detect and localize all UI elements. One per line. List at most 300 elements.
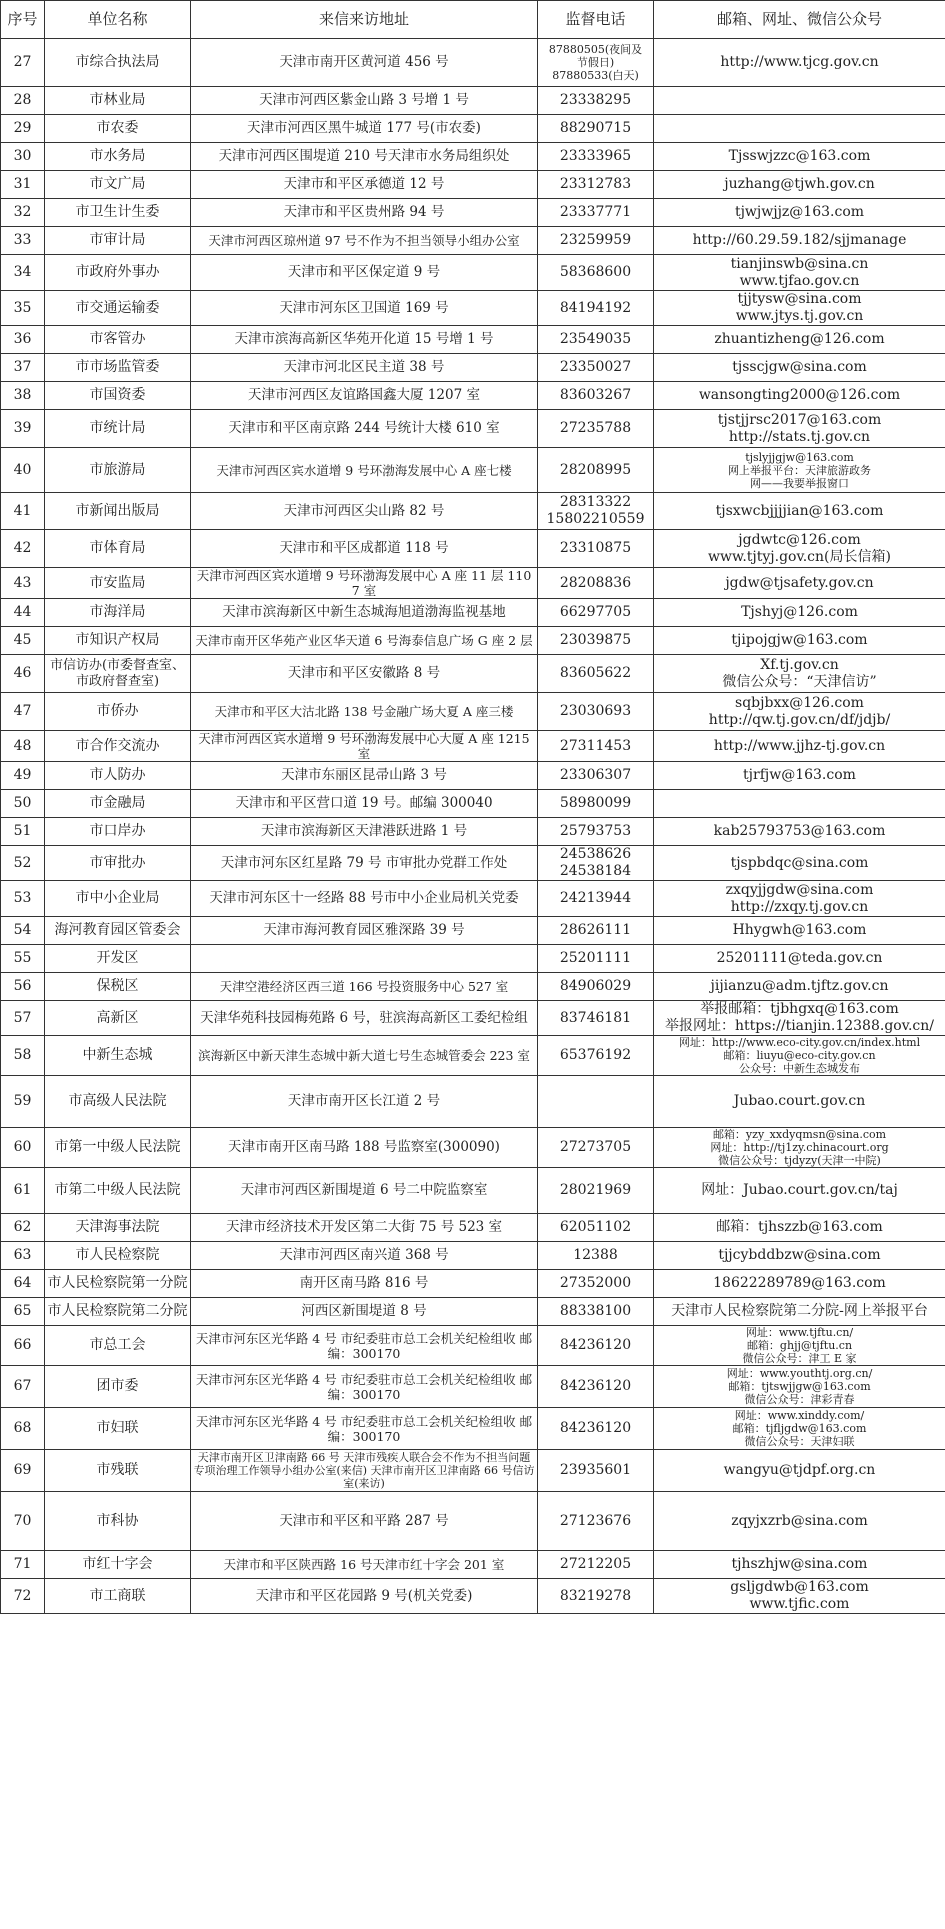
table-row <box>1 731 945 762</box>
phone-line: 27235788 <box>559 420 632 436</box>
cell-no: 35 <box>1 291 45 326</box>
cell-unit: 市人防办 <box>45 762 191 790</box>
cell-no: 58 <box>1 1036 45 1076</box>
contact-line: 邮箱：yzy_xxdyqmsn@sina.com <box>712 1128 887 1141</box>
cell-no: 44 <box>1 599 45 627</box>
cell-phone <box>538 599 654 627</box>
cell-contact <box>654 382 945 410</box>
contact-line: wangyu@tjdpf.org.cn <box>723 1462 876 1478</box>
header-unit: 单位名称 <box>45 1 191 39</box>
contact-line: tjwjwjjz@163.com <box>734 204 865 220</box>
cell-contact <box>654 818 945 846</box>
contact-line: tjhszhjw@sina.com <box>731 1556 868 1572</box>
cell-no: 65 <box>1 1298 45 1326</box>
contact-line: tjstjjrsc2017@163.com <box>717 411 882 428</box>
cell-contact <box>654 1168 945 1214</box>
contact-line: zhuantizheng@126.com <box>714 331 885 347</box>
table-body <box>1 39 945 1614</box>
cell-address: 天津市河西区紫金山路 3 号增 1 号 <box>191 87 538 115</box>
table-row <box>1 1326 945 1366</box>
cell-no: 54 <box>1 917 45 945</box>
cell-unit: 市红十字会 <box>45 1551 191 1579</box>
cell-address: 天津市经济技术开发区第二大街 75 号 523 室 <box>191 1214 538 1242</box>
table-row <box>1 1298 945 1326</box>
cell-no: 69 <box>1 1450 45 1492</box>
cell-unit: 市科协 <box>45 1492 191 1551</box>
contact-line: tjrfjw@163.com <box>743 767 856 783</box>
cell-contact <box>654 881 945 917</box>
contact-line: www.jtys.tj.gov.cn <box>735 308 864 324</box>
cell-unit: 市中小企业局 <box>45 881 191 917</box>
contact-line: gsljgdwb@163.com <box>730 1579 869 1595</box>
cell-phone <box>538 530 654 568</box>
cell-address: 天津市和平区花园路 9 号(机关党委) <box>191 1579 538 1614</box>
phone-line: 23259959 <box>559 232 632 248</box>
cell-unit: 市新闻出版局 <box>45 493 191 530</box>
contact-line: 邮箱：tjfljgdw@163.com <box>732 1422 867 1435</box>
cell-contact <box>654 627 945 655</box>
cell-address: 河西区新围堤道 8 号 <box>191 1298 538 1326</box>
table-row <box>1 382 945 410</box>
cell-address: 天津市河西区南兴道 368 号 <box>191 1242 538 1270</box>
cell-contact <box>654 1128 945 1168</box>
contact-line: Xf.tj.gov.cn <box>760 656 839 673</box>
cell-contact <box>654 39 945 87</box>
cell-phone <box>538 448 654 493</box>
cell-phone <box>538 881 654 917</box>
phone-line: 84236120 <box>559 1378 632 1394</box>
table-row <box>1 354 945 382</box>
table-row <box>1 846 945 881</box>
cell-no: 57 <box>1 1001 45 1036</box>
cell-phone <box>538 846 654 881</box>
cell-no: 67 <box>1 1366 45 1408</box>
phone-line: 24538626 <box>559 846 632 862</box>
contact-line: Tjshyj@126.com <box>741 604 858 620</box>
phone-line: 58980099 <box>559 795 632 811</box>
table-row <box>1 410 945 448</box>
cell-address: 天津市滨海高新区华苑开化道 15 号增 1 号 <box>191 326 538 354</box>
cell-no: 72 <box>1 1579 45 1614</box>
table-row <box>1 227 945 255</box>
phone-line: 84236120 <box>559 1337 632 1353</box>
phone-line: 23310875 <box>559 540 632 556</box>
cell-no: 36 <box>1 326 45 354</box>
cell-contact <box>654 410 945 448</box>
cell-phone <box>538 1366 654 1408</box>
table-row <box>1 1408 945 1450</box>
cell-address: 天津市河东区十一经路 88 号市中小企业局机关党委 <box>191 881 538 917</box>
cell-address: 天津市和平区保定道 9 号 <box>191 255 538 291</box>
phone-line: 28208995 <box>559 461 632 478</box>
cell-address: 天津市河西区琼州道 97 号不作为不担当领导小组办公室 <box>191 227 538 255</box>
table-row <box>1 1366 945 1408</box>
cell-contact <box>654 255 945 291</box>
cell-phone <box>538 1450 654 1492</box>
header-no: 序号 <box>1 1 45 39</box>
table-row <box>1 143 945 171</box>
cell-contact <box>654 693 945 731</box>
cell-unit: 高新区 <box>45 1001 191 1036</box>
cell-address: 天津市河东区卫国道 169 号 <box>191 291 538 326</box>
phone-line: 23333965 <box>559 148 632 164</box>
cell-phone <box>538 1242 654 1270</box>
cell-unit: 市妇联 <box>45 1408 191 1450</box>
table-row <box>1 171 945 199</box>
cell-no: 32 <box>1 199 45 227</box>
contact-line: 天津市人民检察院第二分院-网上举报平台 <box>671 1303 928 1319</box>
phone-line: 23039875 <box>559 632 632 648</box>
cell-contact <box>654 731 945 762</box>
table-row <box>1 291 945 326</box>
cell-contact <box>654 87 945 115</box>
cell-address: 天津市河东区光华路 4 号 市纪委驻市总工会机关纪检组收 邮编：300170 <box>191 1326 538 1366</box>
cell-address: 天津市河东区光华路 4 号 市纪委驻市总工会机关纪检组收 邮编：300170 <box>191 1366 538 1408</box>
contact-line: tjsxwcbjjjjian@163.com <box>715 502 884 519</box>
cell-unit: 市第二中级人民法院 <box>45 1168 191 1214</box>
cell-address: 天津市和平区陕西路 16 号天津市红十字会 201 室 <box>191 1551 538 1579</box>
cell-phone <box>538 1298 654 1326</box>
cell-address: 天津市东丽区昆帚山路 3 号 <box>191 762 538 790</box>
table-row <box>1 1270 945 1298</box>
cell-address: 天津市河西区尖山路 82 号 <box>191 493 538 530</box>
phone-line: 23312783 <box>559 176 632 192</box>
cell-address: 天津市和平区营口道 19 号。邮编 300040 <box>191 790 538 818</box>
cell-phone <box>538 1076 654 1128</box>
contact-line: 网址：http://tj1zy.chinacourt.org <box>710 1141 889 1154</box>
phone-line: 28626111 <box>559 922 632 938</box>
contact-line: 网址：http://www.eco-city.gov.cn/index.html <box>678 1036 921 1049</box>
cell-no: 52 <box>1 846 45 881</box>
cell-address: 天津市河西区围堤道 210 号天津市水务局组织处 <box>191 143 538 171</box>
cell-contact <box>654 115 945 143</box>
cell-no: 61 <box>1 1168 45 1214</box>
cell-contact <box>654 973 945 1001</box>
cell-contact <box>654 599 945 627</box>
table-row <box>1 655 945 693</box>
table-row <box>1 917 945 945</box>
cell-unit: 市人民检察院第一分院 <box>45 1270 191 1298</box>
cell-address: 滨海新区中新天津生态城中新大道七号生态城管委会 223 室 <box>191 1036 538 1076</box>
cell-contact <box>654 1551 945 1579</box>
table-row <box>1 1450 945 1492</box>
contact-line: sqbjbxx@126.com <box>735 694 864 711</box>
contact-line: wansongting2000@126.com <box>698 387 901 403</box>
cell-unit: 中新生态城 <box>45 1036 191 1076</box>
phone-line: 84906029 <box>559 978 632 994</box>
phone-line: 65376192 <box>559 1047 632 1063</box>
cell-phone <box>538 1036 654 1076</box>
cell-address: 天津市和平区贵州路 94 号 <box>191 199 538 227</box>
contact-line: Hhygwh@163.com <box>732 922 867 938</box>
cell-address: 天津市滨海新区天津港跃进路 1 号 <box>191 818 538 846</box>
cell-contact <box>654 1492 945 1551</box>
cell-phone <box>538 382 654 410</box>
cell-address: 天津市南开区长江道 2 号 <box>191 1076 538 1128</box>
cell-phone <box>538 973 654 1001</box>
table-row <box>1 945 945 973</box>
cell-address: 天津市和平区安徽路 8 号 <box>191 655 538 693</box>
cell-no: 41 <box>1 493 45 530</box>
table-row <box>1 530 945 568</box>
cell-unit: 市口岸办 <box>45 818 191 846</box>
cell-no: 71 <box>1 1551 45 1579</box>
cell-phone <box>538 87 654 115</box>
cell-no: 66 <box>1 1326 45 1366</box>
cell-address: 天津市河西区宾水道增 9 号环渤海发展中心大厦 A 座 1215 室 <box>191 731 538 762</box>
cell-contact <box>654 568 945 599</box>
cell-no: 30 <box>1 143 45 171</box>
cell-address: 天津市和平区南京路 244 号统计大楼 610 室 <box>191 410 538 448</box>
phone-line: 58368600 <box>559 264 632 280</box>
cell-unit: 市残联 <box>45 1450 191 1492</box>
cell-unit: 海河教育园区管委会 <box>45 917 191 945</box>
cell-contact <box>654 790 945 818</box>
contact-line: kab25793753@163.com <box>713 823 886 839</box>
table-row <box>1 762 945 790</box>
contact-line: jgdw@tjsafety.gov.cn <box>725 574 874 591</box>
phone-line: 27123676 <box>559 1512 632 1529</box>
contact-line: jijianzu@adm.tjftz.gov.cn <box>710 978 889 994</box>
phone-line: 24213944 <box>559 890 632 906</box>
cell-contact <box>654 530 945 568</box>
contact-line: 举报邮箱：tjbhgxq@163.com <box>700 1001 899 1017</box>
contact-line: tjjcybddbzw@sina.com <box>718 1247 881 1263</box>
cell-contact <box>654 1298 945 1326</box>
contact-line: 网上举报平台：天津旅游政务 <box>728 463 871 477</box>
cell-phone <box>538 354 654 382</box>
table-row <box>1 973 945 1001</box>
contact-line: tjspbdqc@sina.com <box>730 854 869 871</box>
cell-unit: 开发区 <box>45 945 191 973</box>
cell-contact <box>654 655 945 693</box>
table-row <box>1 1242 945 1270</box>
cell-no: 46 <box>1 655 45 693</box>
cell-address: 南开区南马路 816 号 <box>191 1270 538 1298</box>
contact-line: www.tjtyj.gov.cn(局长信箱) <box>708 548 891 565</box>
phone-line: 节假日) <box>576 56 615 69</box>
contact-line: 微信公众号：“天津信访” <box>722 673 877 690</box>
table-row <box>1 1001 945 1036</box>
contact-line: jgdwtc@126.com <box>738 531 861 548</box>
contact-line: 邮箱：liuyu@eco-city.gov.cn <box>723 1049 876 1062</box>
cell-contact <box>654 171 945 199</box>
cell-address: 天津华苑科技园梅苑路 6 号，驻滨海高新区工委纪检组 <box>191 1001 538 1036</box>
header-phone: 监督电话 <box>538 1 654 39</box>
contact-line: 25201111@teda.gov.cn <box>716 950 883 966</box>
contact-line: tjsscjgw@sina.com <box>732 359 867 375</box>
cell-contact <box>654 1408 945 1450</box>
cell-phone <box>538 627 654 655</box>
phone-line: 87880505(夜间及 <box>548 43 643 56</box>
table-row <box>1 693 945 731</box>
contact-line: juzhang@tjwh.gov.cn <box>724 176 875 192</box>
header-address: 来信来访地址 <box>191 1 538 39</box>
contact-line: 微信公众号：津彩青春 <box>744 1393 855 1406</box>
cell-phone <box>538 1214 654 1242</box>
phone-line: 66297705 <box>559 604 632 620</box>
cell-unit: 市第一中级人民法院 <box>45 1128 191 1168</box>
table-row <box>1 326 945 354</box>
table-row <box>1 599 945 627</box>
cell-address: 天津市河西区黑牛城道 177 号(市农委) <box>191 115 538 143</box>
cell-unit: 市客管办 <box>45 326 191 354</box>
cell-no: 39 <box>1 410 45 448</box>
cell-phone <box>538 115 654 143</box>
cell-no: 27 <box>1 39 45 87</box>
phone-line: 27311453 <box>559 737 632 754</box>
cell-unit: 市市场监管委 <box>45 354 191 382</box>
contact-line: tjslyjjgjw@163.com <box>745 450 854 464</box>
cell-no: 49 <box>1 762 45 790</box>
contact-line: tianjinswb@sina.cn <box>730 255 869 272</box>
contact-line: http://www.jjhz-tj.gov.cn <box>713 737 886 754</box>
phone-line: 24538184 <box>559 863 632 879</box>
cell-no: 43 <box>1 568 45 599</box>
header-row <box>1 1 945 39</box>
cell-no: 51 <box>1 818 45 846</box>
cell-unit: 市旅游局 <box>45 448 191 493</box>
cell-contact <box>654 945 945 973</box>
cell-phone <box>538 227 654 255</box>
contact-line: 公众号：中新生态城发布 <box>739 1062 860 1075</box>
cell-address: 天津市河西区友谊路国鑫大厦 1207 室 <box>191 382 538 410</box>
cell-no: 62 <box>1 1214 45 1242</box>
cell-phone <box>538 1168 654 1214</box>
cell-phone <box>538 917 654 945</box>
phone-line: 88338100 <box>559 1303 632 1319</box>
cell-no: 28 <box>1 87 45 115</box>
cell-no: 55 <box>1 945 45 973</box>
contact-line: zqyjxzrb@sina.com <box>731 1512 868 1529</box>
cell-address: 天津市河北区民主道 38 号 <box>191 354 538 382</box>
cell-contact <box>654 846 945 881</box>
table-row <box>1 1168 945 1214</box>
cell-unit: 市工商联 <box>45 1579 191 1614</box>
phone-line: 23030693 <box>559 703 632 719</box>
cell-unit: 市侨办 <box>45 693 191 731</box>
cell-unit: 市交通运输委 <box>45 291 191 326</box>
cell-address: 天津市河西区新围堤道 6 号二中院监察室 <box>191 1168 538 1214</box>
phone-line: 83219278 <box>559 1587 632 1604</box>
cell-no: 63 <box>1 1242 45 1270</box>
phone-line: 12388 <box>573 1247 618 1263</box>
table-row <box>1 493 945 530</box>
cell-phone <box>538 255 654 291</box>
table-row <box>1 1128 945 1168</box>
cell-address: 天津市南开区黄河道 456 号 <box>191 39 538 87</box>
contact-line: 邮箱：tjtswjjgw@163.com <box>728 1380 871 1393</box>
cell-phone <box>538 818 654 846</box>
cell-unit: 团市委 <box>45 1366 191 1408</box>
cell-unit: 市政府外事办 <box>45 255 191 291</box>
table-row <box>1 790 945 818</box>
cell-unit: 保税区 <box>45 973 191 1001</box>
table-row <box>1 1492 945 1551</box>
cell-contact <box>654 1450 945 1492</box>
cell-phone <box>538 1551 654 1579</box>
cell-phone <box>538 693 654 731</box>
table-row <box>1 39 945 87</box>
cell-address: 天津市和平区成都道 118 号 <box>191 530 538 568</box>
cell-no: 45 <box>1 627 45 655</box>
phone-line: 84236120 <box>559 1420 632 1436</box>
cell-contact <box>654 227 945 255</box>
cell-address <box>191 945 538 973</box>
cell-unit: 天津海事法院 <box>45 1214 191 1242</box>
table-row <box>1 1551 945 1579</box>
cell-no: 56 <box>1 973 45 1001</box>
cell-address: 天津市和平区和平路 287 号 <box>191 1492 538 1551</box>
cell-contact <box>654 493 945 530</box>
cell-phone <box>538 1326 654 1366</box>
cell-no: 64 <box>1 1270 45 1298</box>
cell-address: 天津市河西区宾水道增 9 号环渤海发展中心 A 座 11 层 1107 室 <box>191 568 538 599</box>
cell-phone <box>538 39 654 87</box>
cell-unit: 市海洋局 <box>45 599 191 627</box>
cell-unit: 市国资委 <box>45 382 191 410</box>
cell-no: 53 <box>1 881 45 917</box>
cell-unit: 市林业局 <box>45 87 191 115</box>
cell-unit: 市人民检察院第二分院 <box>45 1298 191 1326</box>
table-row <box>1 199 945 227</box>
cell-address: 天津市和平区大沽北路 138 号金融广场大夏 A 座三楼 <box>191 693 538 731</box>
phone-line: 25201111 <box>559 950 632 966</box>
cell-address: 天津市海河教育园区雅深路 39 号 <box>191 917 538 945</box>
cell-no: 70 <box>1 1492 45 1551</box>
contact-line: http://www.tjcg.gov.cn <box>720 54 879 70</box>
phone-line: 28313322 <box>559 494 632 510</box>
contact-line: http://qw.tj.gov.cn/df/jdjb/ <box>708 711 891 728</box>
table-row <box>1 1214 945 1242</box>
phone-line: 88290715 <box>559 120 632 136</box>
cell-address: 天津市河东区红星路 79 号 市审批办党群工作处 <box>191 846 538 881</box>
contact-line: 微信公众号：津工 E 家 <box>742 1352 857 1365</box>
cell-contact <box>654 1579 945 1614</box>
contact-line: 18622289789@163.com <box>713 1275 886 1291</box>
phone-line: 84194192 <box>559 299 632 316</box>
cell-no: 38 <box>1 382 45 410</box>
contact-line: 网——我要举报窗口 <box>750 476 849 490</box>
contact-line: 网址：www.xinddy.com/ <box>734 1409 865 1422</box>
cell-phone <box>538 1408 654 1450</box>
phone-line: 23549035 <box>559 331 632 347</box>
contact-line: 举报网址：https://tianjin.12388.gov.cn/ <box>665 1018 934 1034</box>
cell-unit: 市金融局 <box>45 790 191 818</box>
header-contact: 邮箱、网址、微信公众号 <box>654 1 945 39</box>
cell-contact <box>654 448 945 493</box>
phone-line: 28208836 <box>559 574 632 591</box>
cell-phone <box>538 1270 654 1298</box>
cell-contact <box>654 291 945 326</box>
cell-contact <box>654 1036 945 1076</box>
cell-unit: 市审计局 <box>45 227 191 255</box>
phone-line: 23337771 <box>559 204 632 220</box>
cell-unit: 市文广局 <box>45 171 191 199</box>
cell-no: 29 <box>1 115 45 143</box>
cell-unit: 市人民检察院 <box>45 1242 191 1270</box>
contact-line: http://stats.tj.gov.cn <box>728 428 871 445</box>
phone-line: 25793753 <box>559 823 632 839</box>
cell-phone <box>538 790 654 818</box>
contact-line: www.tjfic.com <box>749 1596 850 1612</box>
phone-line: 23306307 <box>559 767 632 783</box>
table-row <box>1 1579 945 1614</box>
table-row <box>1 568 945 599</box>
cell-phone <box>538 410 654 448</box>
cell-no: 40 <box>1 448 45 493</box>
contact-line: 微信公众号：tjdyzy(天津一中院) <box>718 1154 881 1167</box>
